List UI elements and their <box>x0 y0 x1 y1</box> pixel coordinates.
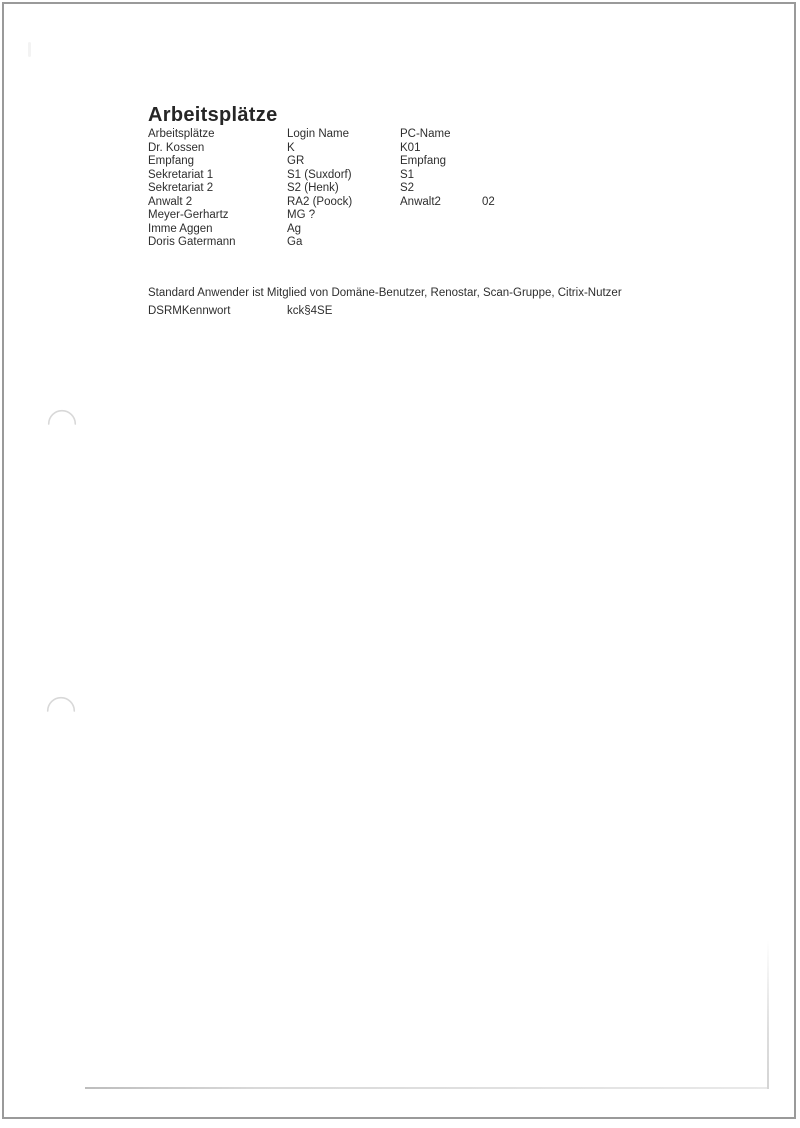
table-row <box>148 142 495 156</box>
cell-pc-name <box>400 209 482 223</box>
table-row <box>148 169 495 183</box>
cell-workstation: Doris Gatermann <box>148 236 236 248</box>
table-header-row <box>148 128 495 142</box>
scan-smudge-mark <box>28 42 31 57</box>
membership-note: Standard Anwender ist Mitglied von Domäne-Benutzer, Renostar, Scan-Gruppe, Citrix-Nutzer <box>148 286 622 299</box>
column-header-login-name: Login Name <box>287 128 350 140</box>
cell-login: Ga <box>287 236 303 248</box>
paper-edge-scan-line-vertical <box>767 940 769 1089</box>
cell-login: S2 (Henk) <box>287 182 339 194</box>
table-row <box>148 223 495 237</box>
cell-pc-name: Anwalt2 <box>400 195 441 208</box>
cell-workstation: Empfang <box>148 155 195 167</box>
cell-workstation: Meyer-Gerhartz <box>148 209 229 221</box>
dsrm-password-value: kck§4SE <box>287 305 333 317</box>
dsrm-password-label: DSRMKennwort <box>148 305 231 317</box>
table-row <box>148 182 495 196</box>
cell-login: K <box>287 141 295 154</box>
cell-login: MG ? <box>287 209 316 221</box>
cell-pc-name: Empfang <box>400 155 447 167</box>
cell-workstation: Sekretariat 1 <box>148 168 214 181</box>
hole-punch-mark <box>45 402 81 428</box>
hole-punch-mark <box>44 689 80 715</box>
workstation-table <box>148 128 495 250</box>
cell-pc-name: K01 <box>400 141 421 154</box>
cell-workstation: Anwalt 2 <box>148 195 193 208</box>
column-header-arbeitsplaetze: Arbeitsplätze <box>148 128 215 140</box>
column-header-pc-name: PC-Name <box>400 128 451 140</box>
page-title: Arbeitsplätze <box>148 104 278 127</box>
table-row <box>148 196 495 210</box>
cell-login: RA2 (Poock) <box>287 195 353 208</box>
cell-workstation: Sekretariat 2 <box>148 182 214 194</box>
cell-extra: 02 <box>482 195 495 208</box>
cell-workstation: Dr. Kossen <box>148 141 205 154</box>
cell-workstation: Imme Aggen <box>148 222 213 235</box>
table-row <box>148 155 495 169</box>
cell-pc-name: S1 <box>400 168 415 181</box>
paper-edge-scan-line-horizontal <box>85 1087 768 1089</box>
table-row <box>148 236 495 250</box>
cell-pc-name <box>400 236 482 250</box>
cell-login: S1 (Suxdorf) <box>287 168 352 181</box>
table-row <box>148 209 495 223</box>
dsrm-password-row <box>148 305 332 319</box>
cell-pc-name: S2 <box>400 182 415 194</box>
cell-login: GR <box>287 155 305 167</box>
cell-pc-name <box>400 223 482 237</box>
cell-login: Ag <box>287 222 302 235</box>
